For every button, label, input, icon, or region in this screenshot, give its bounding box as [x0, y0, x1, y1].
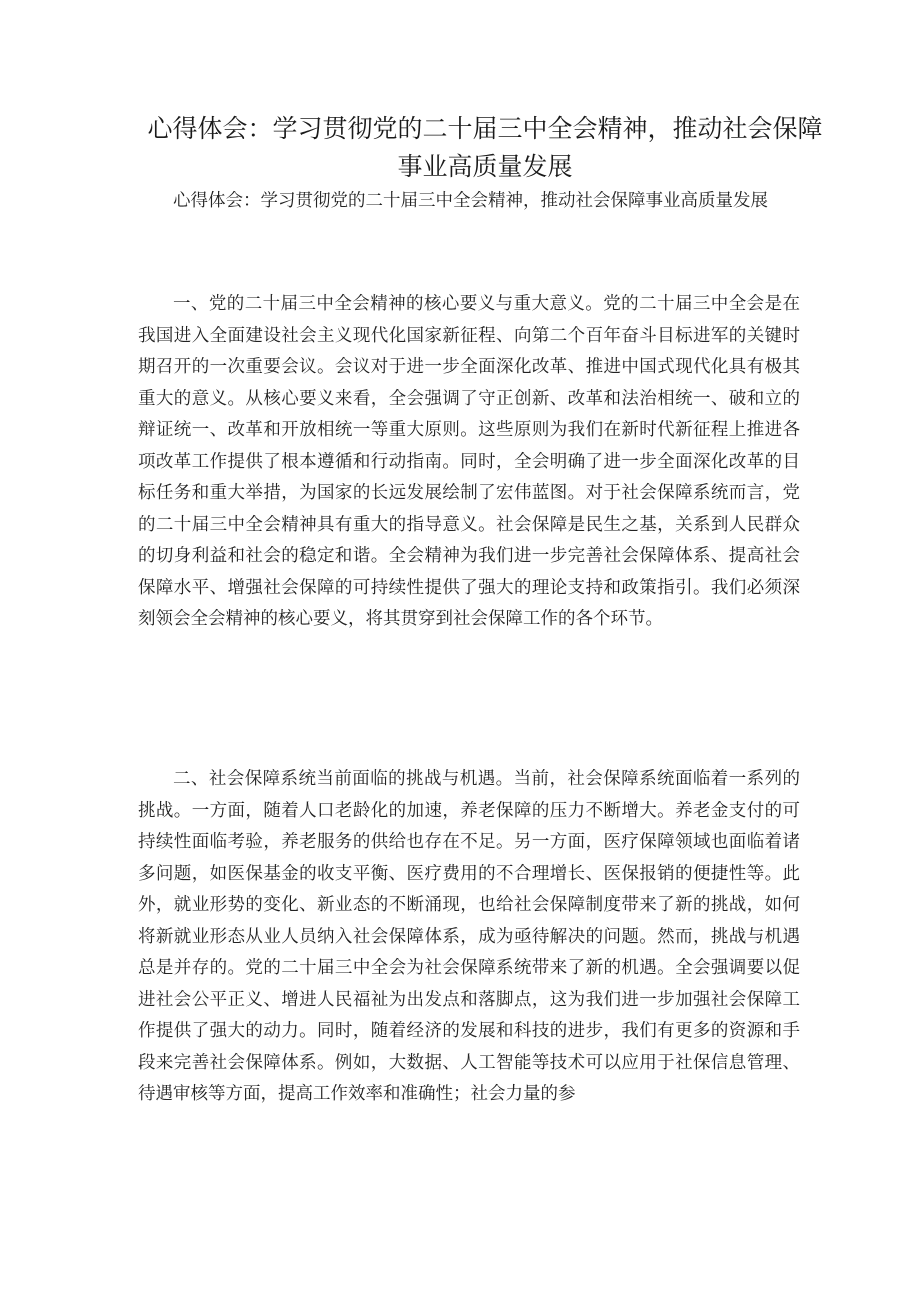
document-subtitle: 心得体会：学习贯彻党的二十届三中全会精神，推动社会保障事业高质量发展 — [173, 191, 768, 211]
paragraph-section-1: 一、党的二十届三中全会精神的核心要义与重大意义。党的二十届三中全会是在我国进入全面建设社会主义现代化国家新征程、向第二个百年奋斗目标进军的关键时期召开的一次重要会议。会议对于进一步全面深化改革、推进中国式现代化具有极其重大的意义。从核心要义来看，全会强调了守正创新、改革和法治相统一、破和立的辩证统一、改革和开放相统一等重大原则。这些原则为我们在新时代新征程上推进各项改革工作提供了根本遵循和行动指南。同时，全会明确了进一步全面深化改革的目标任务和重大举措，为国家的长远发展绘制了宏伟蓝图。对于社会保障系统而言，党的二十届三中全会精神具有重大的指导意义。社会保障是民生之基，关系到人民群众的切身利益和社会的稳定和谐。全会精神为我们进一步完善社会保障体系、提高社会保障水平、增强社会保障的可持续性提供了强大的理论支持和政策指引。我们必须深刻领会全会精神的核心要义，将其贯穿到社会保障工作的各个环节。 — [138, 294, 800, 629]
document-title: 心得体会：学习贯彻党的二十届三中全会精神，推动社会保障事业高质量发展 — [147, 114, 823, 181]
paragraph-section-2: 二、社会保障系统当前面临的挑战与机遇。当前，社会保障系统面临着一系列的挑战。一方面，随着人口老龄化的加速，养老保障的压力不断增大。养老金支付的可持续性面临考验，养老服务的供给也存在不足。另一方面，医疗保障领域也面临着诸多问题，如医保基金的收支平衡、医疗费用的不合理增长、医保报销的便捷性等。此外，就业形势的变化、新业态的不断涌现，也给社会保障制度带来了新的挑战，如何将新就业形态从业人员纳入社会保障体系，成为亟待解决的问题。然而，挑战与机遇总是并存的。党的二十届三中全会为社会保障系统带来了新的机遇。全会强调要以促进社会公平正义、增进人民福祉为出发点和落脚点，这为我们进一步加强社会保障工作提供了强大的动力。同时，随着经济的发展和科技的进步，我们有更多的资源和手段来完善社会保障体系。例如，大数据、人工智能等技术可以应用于社保信息管理、待遇审核等方面，提高工作效率和准确性；社会力量的参 — [138, 769, 800, 1104]
